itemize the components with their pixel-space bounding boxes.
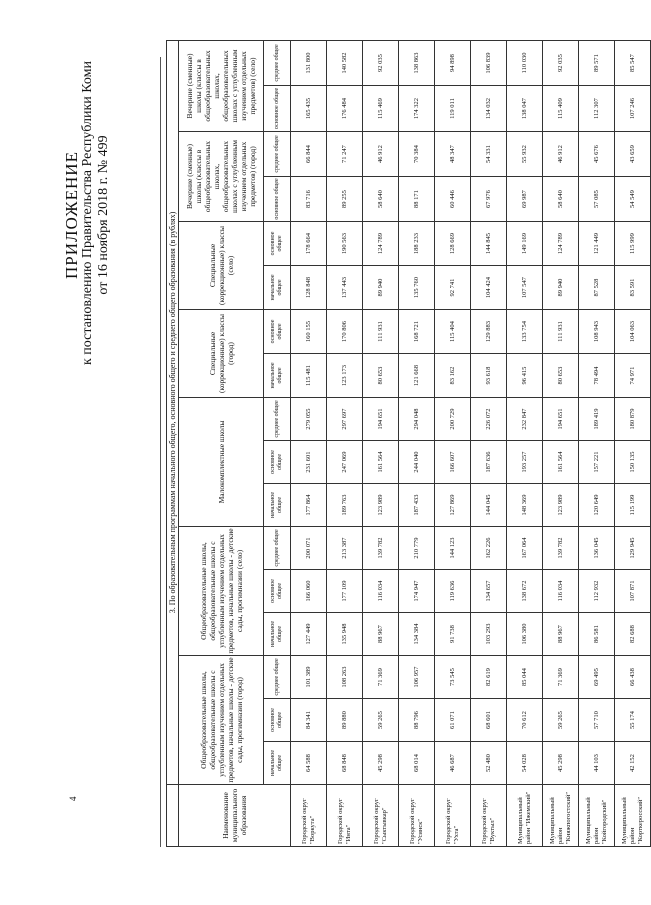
cost-cell: 124 789 [543,222,579,266]
cost-cell: 67 976 [471,177,507,222]
cost-cell: 54 028 [507,742,543,785]
cost-cell: 162 226 [471,527,507,570]
table-row [327,40,363,846]
cost-cell: 115 999 [615,222,651,266]
cost-cell: 88 967 [543,613,579,656]
cost-cell: 44 103 [579,742,615,785]
cost-cell: 58 640 [543,177,579,222]
cost-cell: 178 664 [291,222,327,266]
cost-cell: 157 221 [579,441,615,484]
cost-cell: 140 582 [327,40,363,85]
cost-cell: 144 045 [471,484,507,527]
cost-cell: 107 871 [615,570,651,613]
cost-cell: 133 754 [507,310,543,354]
cost-cell: 189 419 [579,398,615,441]
level-header: основное общее [264,699,291,742]
cost-cell: 92 035 [543,40,579,85]
cost-cell: 111 931 [543,310,579,354]
cost-cell: 226 072 [471,398,507,441]
cost-cell: 110 030 [507,40,543,85]
cost-cell: 112 307 [579,86,615,132]
cost-cell: 68 601 [471,699,507,742]
group-header-village-schools: Общеобразовательные школы, общеобразовательные школы с углубленным изучением отдельных предметов, начальные школы - детские сады, прогимназии (село) [179,527,264,656]
cost-cell: 106 839 [471,40,507,85]
cost-cell: 66 844 [291,132,327,177]
cost-cell: 80 653 [543,354,579,398]
cost-cell: 135 760 [399,266,435,310]
cost-cell: 46 912 [363,132,399,177]
cost-cell: 82 688 [615,613,651,656]
cost-cell: 127 449 [291,613,327,656]
level-header: начальное общее [264,613,291,656]
table-row [363,40,399,846]
municipality-name: Городской округ "Инта" [327,785,363,847]
municipality-name: Городской округ "Сыктывкар" [363,785,399,847]
cost-cell: 131 800 [291,40,327,85]
level-header: начальное общее [264,266,291,310]
cost-cell: 88 796 [399,699,435,742]
header-rule [160,57,161,847]
cost-cell: 71 369 [543,656,579,699]
group-header-evening-city: Вечерние (сменные) школы (классы в общеобразовательных школах, общеобразовательных школах с углубленным изучением отдельных предметов) (город) [179,132,264,222]
cost-cell: 187 636 [471,441,507,484]
level-header: основное общее [264,441,291,484]
cost-cell: 165 435 [291,86,327,132]
cost-cell: 85 044 [507,656,543,699]
cost-cell: 297 697 [327,398,363,441]
cost-cell: 89 571 [579,40,615,85]
cost-cell: 68 848 [327,742,363,785]
cost-cell: 107 547 [507,266,543,310]
appendix-line-2: от 16 ноября 2018 г. № 499 [96,135,111,295]
cost-cell: 48 347 [435,132,471,177]
level-header: начальное общее [264,354,291,398]
group-header-special-village: Специальные (коррекционные) классы (село) [179,222,264,310]
cost-cell: 119 011 [435,86,471,132]
cost-cell: 91 738 [435,613,471,656]
municipality-name: Городской округ "Вуктыл" [471,785,507,847]
cost-cell: 92 035 [363,40,399,85]
cost-cell: 74 971 [615,354,651,398]
cost-cell: 115 469 [363,86,399,132]
cost-cell: 59 265 [543,699,579,742]
cost-cell: 101 389 [291,656,327,699]
level-header: основное общее [264,86,291,132]
cost-cell: 52 480 [471,742,507,785]
group-header-city-schools: Общеобразовательные школы, общеобразовательные школы с углубленным изучением отдельных предметов, начальные школы - детские сады, прогимназии (город) [179,656,264,785]
cost-cell: 85 547 [615,40,651,85]
cost-cell: 194 651 [363,398,399,441]
cost-cell: 128 848 [291,266,327,310]
table-caption: 3. По образовательным программам начального общего, основного общего и среднего общего образования (в рублях) [167,40,179,784]
cost-cell: 134 657 [471,570,507,613]
table-row [291,40,327,846]
cost-cell: 84 341 [291,699,327,742]
municipality-name: Муниципальный район "Койгородский" [579,785,615,847]
municipality-name: Муниципальный район "Княжпогостский" [543,785,579,847]
cost-cell: 116 034 [543,570,579,613]
cost-cell: 83 162 [435,354,471,398]
level-header: среднее общее [264,132,291,177]
cost-cell: 54 331 [471,132,507,177]
cost-cell: 107 246 [615,86,651,132]
level-header: основное общее [264,222,291,266]
cost-cell: 166 060 [291,570,327,613]
cost-cell: 83 716 [291,177,327,222]
name-column-header: Наименование муниципального образования [179,785,291,847]
cost-cell: 193 257 [507,441,543,484]
cost-cell: 138 047 [507,86,543,132]
group-header-evening-village: Вечерние (сменные) школы (классы в общеобразовательных школах, общеобразовательных школах с углубленным изучением отдельных предметов) (село) [179,40,264,131]
cost-cell: 66 438 [615,656,651,699]
cost-cell: 55 932 [507,132,543,177]
table-row [471,40,507,846]
cost-cell: 294 048 [399,398,435,441]
cost-cell: 104 424 [471,266,507,310]
cost-cell: 89 255 [327,177,363,222]
cost-cell: 57 085 [579,177,615,222]
cost-cell: 87 528 [579,266,615,310]
table-row [579,40,615,846]
cost-cell: 123 989 [363,484,399,527]
cost-cell: 115 199 [615,484,651,527]
cost-cell: 45 298 [543,742,579,785]
cost-cell: 144 845 [471,222,507,266]
cost-cell: 247 069 [327,441,363,484]
cost-cell: 137 443 [327,266,363,310]
cost-cell: 161 564 [543,441,579,484]
cost-cell: 88 171 [399,177,435,222]
cost-cell: 106 380 [507,613,543,656]
cost-cell: 43 659 [615,132,651,177]
cost-cell: 92 741 [435,266,471,310]
cost-cell: 177 109 [327,570,363,613]
municipality-name: Муниципальный район "Ижемский" [507,785,543,847]
cost-cell: 89 880 [327,699,363,742]
cost-cell: 144 123 [435,527,471,570]
cost-cell: 69 495 [579,656,615,699]
cost-cell: 180 879 [615,398,651,441]
cost-cell: 94 898 [435,40,471,85]
cost-cell: 123 173 [327,354,363,398]
level-header: основное общее [264,310,291,354]
cost-cell: 71 369 [363,656,399,699]
cost-cell: 213 387 [327,527,363,570]
cost-cell: 174 947 [399,570,435,613]
cost-cell: 231 601 [291,441,327,484]
cost-cell: 89 940 [363,266,399,310]
cost-cell: 232 847 [507,398,543,441]
level-header: начальное общее [264,484,291,527]
level-header: начальное общее [264,742,291,785]
table-row [615,40,651,846]
appendix-title: ПРИЛОЖЕНИЕ [62,151,81,279]
cost-cell: 174 322 [399,86,435,132]
cost-cell: 139 782 [543,527,579,570]
cost-cell: 161 564 [363,441,399,484]
cost-cell: 55 174 [615,699,651,742]
level-header: среднее общее [264,527,291,570]
cost-cell: 188 233 [399,222,435,266]
cost-cell: 64 588 [291,742,327,785]
cost-cell: 138 863 [399,40,435,85]
table-body [291,40,651,846]
cost-cell: 194 651 [543,398,579,441]
cost-cell: 108 263 [327,656,363,699]
cost-cell: 54 549 [615,177,651,222]
cost-cell: 78 494 [579,354,615,398]
municipality-name: Городской округ "Усинск" [399,785,435,847]
cost-cell: 134 384 [399,613,435,656]
cost-cell: 244 040 [399,441,435,484]
cost-cell: 46 912 [543,132,579,177]
table-row [399,40,435,846]
cost-cell: 166 607 [435,441,471,484]
cost-cell: 116 034 [363,570,399,613]
cost-cell: 177 864 [291,484,327,527]
cost-cell: 189 763 [327,484,363,527]
cost-cell: 123 989 [543,484,579,527]
cost-cell: 148 369 [507,484,543,527]
cost-cell: 160 155 [291,310,327,354]
cost-cell: 200 729 [435,398,471,441]
cost-cell: 120 649 [579,484,615,527]
cost-cell: 93 618 [471,354,507,398]
cost-cell: 45 298 [363,742,399,785]
cost-cell: 138 672 [507,570,543,613]
cost-cell: 80 653 [363,354,399,398]
cost-cell: 187 433 [399,484,435,527]
cost-cell: 279 055 [291,398,327,441]
group-header-small-schools: Малокомплектные школы [179,398,264,527]
cost-cell: 129 945 [615,527,651,570]
cost-cell: 70 612 [507,699,543,742]
cost-cell: 86 581 [579,613,615,656]
cost-cell: 115 409 [543,86,579,132]
level-header: среднее общее [264,398,291,441]
group-header-special-city: Специальные (коррекционные) классы (город) [179,310,264,398]
cost-cell: 136 045 [579,527,615,570]
cost-cell: 121 668 [399,354,435,398]
cost-cell: 129 883 [471,310,507,354]
cost-cell: 119 636 [435,570,471,613]
cost-cell: 134 032 [471,86,507,132]
municipality-name: Муниципальный район "Корткеросский" [615,785,651,847]
cost-cell: 58 640 [363,177,399,222]
cost-cell: 108 943 [579,310,615,354]
level-header: основное общее [264,177,291,222]
cost-cell: 71 247 [327,132,363,177]
municipality-name: Городской округ "Воркута" [291,785,327,847]
cost-cell: 61 071 [435,699,471,742]
cost-cell: 73 545 [435,656,471,699]
cost-cell: 96 415 [507,354,543,398]
cost-cell: 69 987 [507,177,543,222]
cost-cell: 60 446 [435,177,471,222]
cost-cell: 190 563 [327,222,363,266]
level-header: среднее общее [264,40,291,85]
cost-cell: 57 710 [579,699,615,742]
cost-cell: 139 782 [363,527,399,570]
cost-cell: 115 404 [435,310,471,354]
cost-cell: 88 967 [363,613,399,656]
cost-cell: 82 619 [471,656,507,699]
table-row [543,40,579,846]
cost-cell: 89 940 [543,266,579,310]
cost-cell: 111 931 [363,310,399,354]
cost-cell: 121 449 [579,222,615,266]
rotated-landscape-page [60,44,644,847]
table-corner [167,785,179,847]
table-row [435,40,471,846]
level-header: среднее общее [264,656,291,699]
cost-cell: 46 687 [435,742,471,785]
cost-cell: 150 135 [615,441,651,484]
cost-cell: 70 384 [399,132,435,177]
cost-cell: 112 932 [579,570,615,613]
cost-cell: 83 591 [615,266,651,310]
cost-cell: 59 265 [363,699,399,742]
cost-cell: 45 676 [579,132,615,177]
level-header: основное общее [264,570,291,613]
cost-cell: 210 779 [399,527,435,570]
cost-table [166,40,651,847]
cost-cell: 135 948 [327,613,363,656]
table-row [507,40,543,846]
cost-cell: 200 071 [291,527,327,570]
cost-cell: 68 014 [399,742,435,785]
cost-cell: 176 484 [327,86,363,132]
cost-cell: 168 721 [399,310,435,354]
appendix-line-1: к постановлению Правительства Республики Коми [80,61,95,365]
cost-cell: 115 481 [291,354,327,398]
cost-cell: 170 806 [327,310,363,354]
municipality-name: Городской округ "Ухта" [435,785,471,847]
appendix-header [62,61,112,365]
page-mark: 4 [68,796,78,801]
cost-cell: 103 293 [471,613,507,656]
cost-cell: 128 669 [435,222,471,266]
cost-cell: 104 063 [615,310,651,354]
cost-cell: 42 152 [615,742,651,785]
cost-cell: 124 789 [363,222,399,266]
cost-cell: 106 957 [399,656,435,699]
cost-cell: 167 064 [507,527,543,570]
cost-cell: 127 869 [435,484,471,527]
cost-cell: 149 169 [507,222,543,266]
